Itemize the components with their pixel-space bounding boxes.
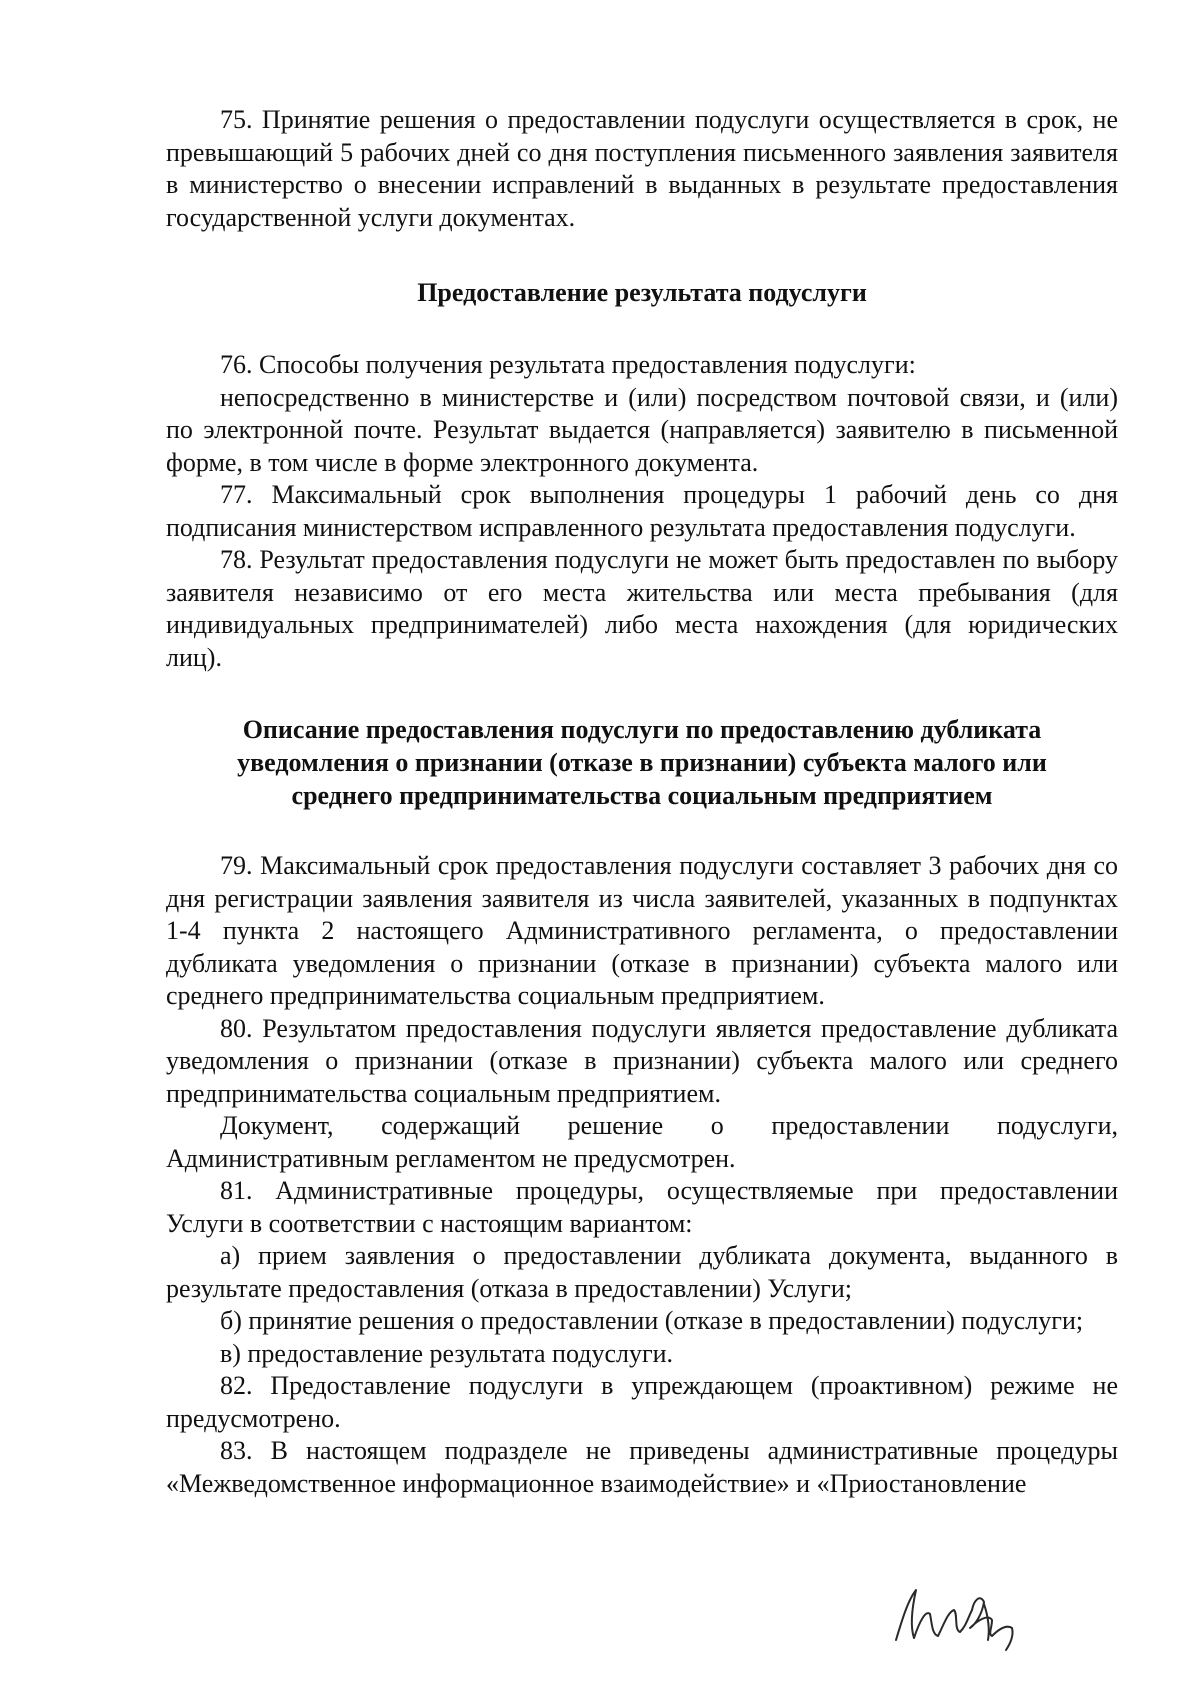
section-heading-result: Предоставление результата подуслуги	[417, 278, 867, 307]
handwritten-signature	[888, 1580, 1038, 1652]
paragraph-81-a: а) прием заявления о предоставлении дубликата документа, выданного в результате предоставления (отказа в предоставлении) Услуги;	[166, 1241, 1118, 1303]
paragraph-75: 75. Принятие решения о предоставлении подуслуги осуществляется в срок, не превышающий 5 рабочих дней со дня поступления письменного заявления заявителя в министерство о внесении исправлений в выданных в результате предоставления государственной услуги документах.	[166, 105, 1118, 232]
heading-line-3: среднего предпринимательства социальным предприятием	[291, 781, 993, 810]
heading-line-1: Описание предоставления подуслуги по предоставлению дубликата	[242, 715, 1042, 744]
paragraph-80: 80. Результатом предоставления подуслуги является предоставление дубликата уведомления о признании (отказе в признании) субъекта малого или среднего предпринимательства социальным предприятием.	[166, 1013, 1118, 1108]
paragraph-83: 83. В настоящем подразделе не приведены административные процедуры «Межведомственное информационное взаимодействие» и «Приостановление	[166, 1436, 1118, 1498]
paragraph-77: 77. Максимальный срок выполнения процедуры 1 рабочий день со дня подписания министерством исправленного результата предоставления подуслуги.	[166, 480, 1118, 542]
paragraph-76: 76. Способы получения результата предоставления подуслуги:	[220, 350, 916, 379]
document-page	[166, 104, 1118, 1500]
paragraph-78: 78. Результат предоставления подуслуги не может быть предоставлен по выбору заявителя независимо от его места жительства или места пребывания (для индивидуальных предпринимателей) либо места нахождения (для юридических лиц).	[166, 545, 1118, 672]
paragraph-81: 81. Административные процедуры, осуществляемые при предоставлении Услуги в соответствии с настоящим вариантом:	[166, 1176, 1118, 1238]
paragraph-81-c: в) предоставление результата подуслуги.	[220, 1338, 674, 1368]
paragraph-81-b: б) принятие решения о предоставлении (отказе в предоставлении) подуслуги;	[220, 1306, 1084, 1335]
paragraph-82: 82. Предоставление подуслуги в упреждающем (проактивном) режиме не предусмотрено.	[166, 1371, 1118, 1433]
heading-line-2: уведомления о признании (отказе в признании) субъекта малого или	[237, 748, 1047, 777]
paragraph-80-document: Документ, содержащий решение о предоставлении подуслуги, Административным регламентом не предусмотрен.	[166, 1111, 1118, 1173]
section-heading-duplicate	[166, 713, 1118, 812]
paragraph-79: 79. Максимальный срок предоставления подуслуги составляет 3 рабочих дня со дня регистрации заявления заявителя из числа заявителей, указанных в подпунктах 1-4 пункта 2 настоящего Административного регламента, о предоставлении дубликата уведомления о признании (отказе в признании) субъекта малого или среднего предпринимательства социальным предприятием.	[166, 851, 1118, 1010]
paragraph-76-methods: непосредственно в министерстве и (или) посредством почтовой связи, и (или) по электронной почте. Результат выдается (направляется) заявителю в письменной форме, в том числе в форме электронного документа.	[166, 382, 1118, 477]
